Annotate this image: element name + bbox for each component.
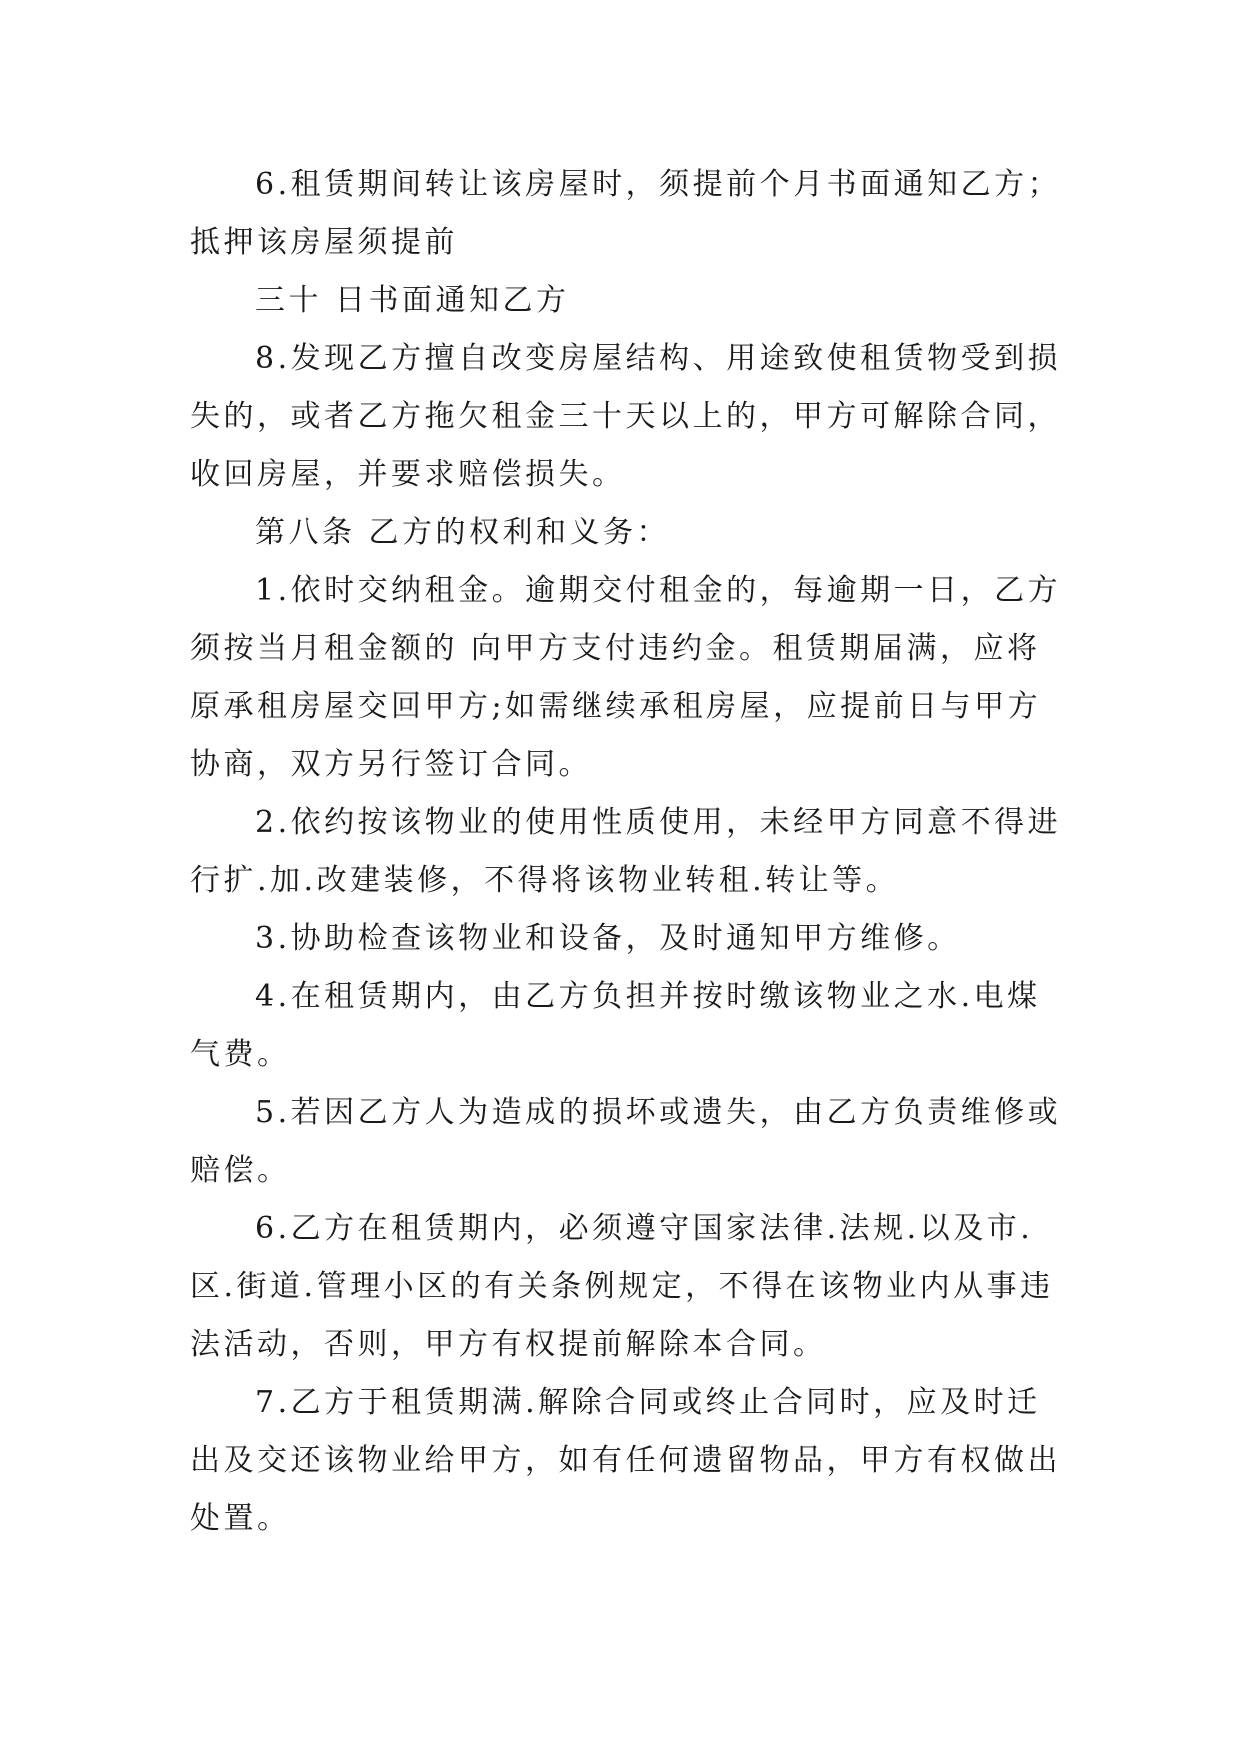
paragraph-line: 区.街道.管理小区的有关条例规定，不得在该物业内从事违 xyxy=(190,1269,1054,1304)
paragraph xyxy=(190,504,1090,562)
paragraph xyxy=(190,272,1090,330)
paragraph-line: 协商，双方另行签订合同。 xyxy=(190,747,592,782)
paragraph-first-line: 4.在租赁期内，由乙方负担并按时缴该物业之水.电煤 xyxy=(255,979,1041,1014)
paragraph xyxy=(190,562,1090,794)
paragraph-first-line: 第八条 乙方的权利和义务： xyxy=(255,515,671,550)
paragraph xyxy=(190,1200,1090,1374)
paragraph xyxy=(190,794,1090,910)
paragraph xyxy=(190,1084,1090,1200)
paragraph-first-line: 7.乙方于租赁期满.解除合同或终止合同时，应及时迁 xyxy=(255,1385,1041,1420)
paragraph xyxy=(190,1374,1090,1548)
paragraph-first-line: 6.租赁期间转让该房屋时，须提前个月书面通知乙方； xyxy=(255,167,1062,202)
paragraph-line: 气费。 xyxy=(190,1037,291,1072)
document-body xyxy=(190,156,1090,1548)
paragraph-line: 法活动，否则，甲方有权提前解除本合同。 xyxy=(190,1327,827,1362)
paragraph-first-line: 5.若因乙方人为造成的损坏或遗失，由乙方负责维修或 xyxy=(255,1095,1062,1130)
paragraph-first-line: 3.协助检查该物业和设备，及时通知甲方维修。 xyxy=(255,921,961,956)
paragraph-first-line: 2.依约按该物业的使用性质使用，未经甲方同意不得进 xyxy=(255,805,1062,840)
paragraph-first-line: 6.乙方在租赁期内，必须遵守国家法律.法规.以及市. xyxy=(255,1211,1034,1246)
paragraph xyxy=(190,968,1090,1084)
paragraph xyxy=(190,156,1090,272)
paragraph-line: 须按当月租金额的 向甲方支付违约金。租赁期届满，应将 xyxy=(190,631,1041,666)
paragraph-line: 出及交还该物业给甲方，如有任何遗留物品，甲方有权做出 xyxy=(190,1443,1061,1478)
paragraph-line: 失的，或者乙方拖欠租金三十天以上的，甲方可解除合同， xyxy=(190,399,1061,434)
paragraph xyxy=(190,330,1090,504)
paragraph-line: 行扩.加.改建装修，不得将该物业转租.转让等。 xyxy=(190,863,900,898)
paragraph xyxy=(190,910,1090,968)
paragraph-line: 处置。 xyxy=(190,1501,291,1536)
paragraph-line: 原承租房屋交回甲方;如需继续承租房屋，应提前日与甲方 xyxy=(190,689,1042,724)
paragraph-line: 收回房屋，并要求赔偿损失。 xyxy=(190,457,626,492)
paragraph-first-line: 1.依时交纳租金。逾期交付租金的，每逾期一日，乙方 xyxy=(255,573,1062,608)
paragraph-line: 抵押该房屋须提前 xyxy=(190,225,458,260)
paragraph-first-line: 8.发现乙方擅自改变房屋结构、用途致使租赁物受到损 xyxy=(255,341,1062,376)
paragraph-first-line: 三十 日书面通知乙方 xyxy=(255,283,570,318)
paragraph-line: 赔偿。 xyxy=(190,1153,291,1188)
